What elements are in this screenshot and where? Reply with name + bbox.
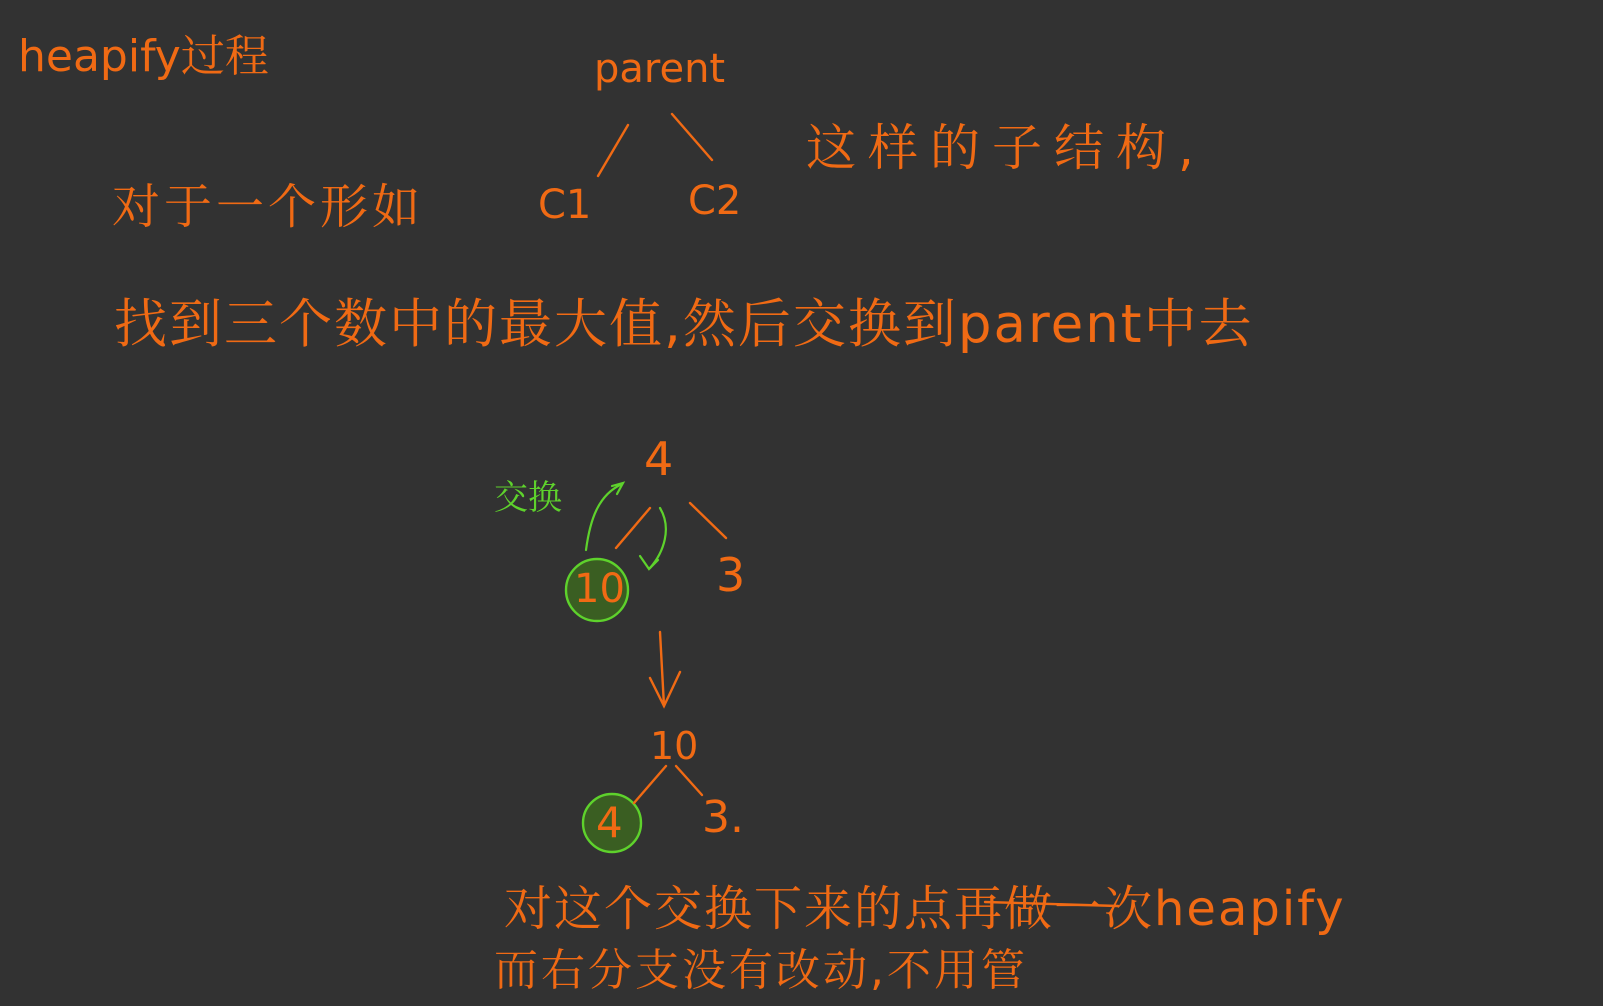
tree2-root: 10 <box>650 724 699 768</box>
tree1-left: 10 <box>574 566 625 612</box>
tree2-right: 3. <box>702 792 744 843</box>
swap-label: 交换 <box>494 478 562 518</box>
intro-prefix-text: 对于一个形如 <box>112 179 425 235</box>
note-title: heapify过程 <box>18 31 269 82</box>
intro-suffix-text: 这样的子结构, <box>806 119 1206 177</box>
instruction-text: 找到三个数中的最大值,然后交换到parent中去 <box>114 294 1254 355</box>
branch-line-c1 <box>598 125 628 176</box>
swap-arrowhead-down <box>640 556 658 569</box>
tree2-branch-left <box>634 766 666 803</box>
child2-label: C2 <box>688 178 742 224</box>
tree1-branch-right <box>690 503 726 538</box>
transition-arrowhead <box>650 672 680 706</box>
child1-label: C1 <box>538 182 592 228</box>
parent-label: parent <box>594 46 726 92</box>
tree2-left: 4 <box>596 798 623 847</box>
conclusion-line-1: 对这个交换下来的点再做一次heapify <box>504 881 1346 937</box>
tree1-root: 4 <box>644 432 674 486</box>
transition-arrow-shaft <box>660 632 664 706</box>
tree2-branch-right <box>676 766 702 795</box>
tree1-branch-left <box>616 508 650 548</box>
conclusion-line-2: 而右分支没有改动,不用管 <box>494 945 1028 996</box>
tree1-right: 3 <box>716 548 746 602</box>
branch-line-c2 <box>672 114 712 160</box>
